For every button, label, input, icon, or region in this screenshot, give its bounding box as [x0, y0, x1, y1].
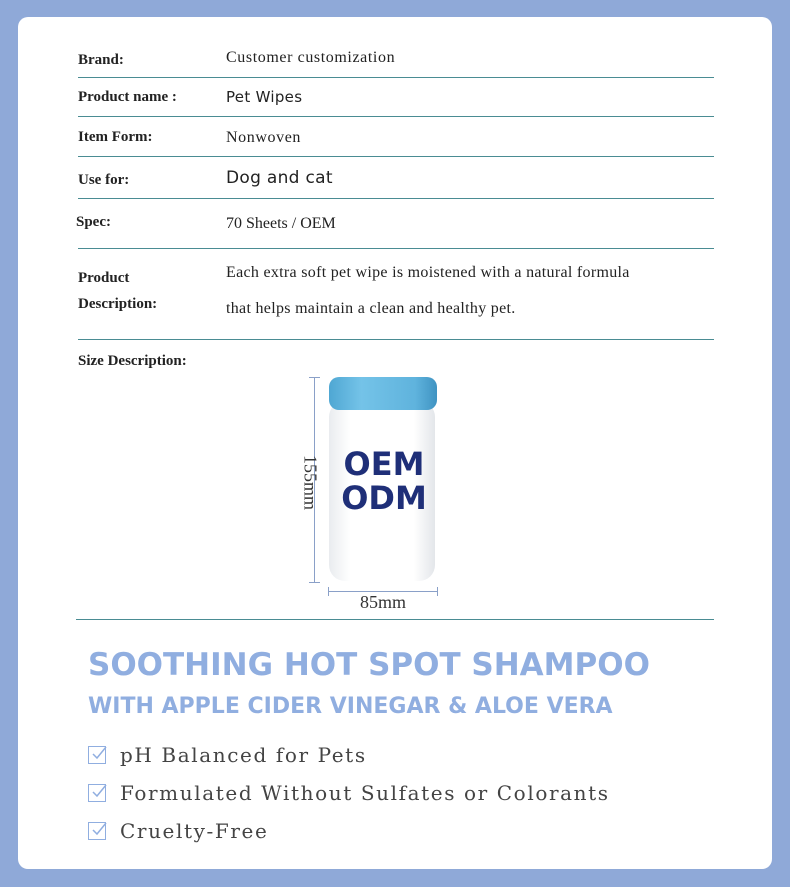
feature-item	[88, 816, 268, 846]
height-dimension-label: 155mm	[300, 454, 321, 510]
spec-row-spec	[78, 198, 714, 249]
spec-label	[78, 265, 157, 317]
bottle-label-oem: OEM	[343, 445, 425, 483]
description-label-line1: Product	[78, 270, 130, 286]
spec-label: Item Form:	[78, 129, 153, 145]
check-icon	[88, 822, 106, 840]
spec-row-item-form	[78, 116, 714, 157]
spec-label: Product name :	[78, 89, 177, 105]
width-dimension-label: 85mm	[359, 592, 406, 612]
promo-subtitle: WITH APPLE CIDER VINEGAR & ALOE VERA	[88, 694, 613, 719]
spec-row-description	[78, 248, 714, 340]
spec-value: Dog and cat	[226, 168, 333, 188]
feature-text: Cruelty-Free	[120, 819, 269, 843]
description-line1: Each extra soft pet wipe is moistened with a natural formula	[226, 264, 630, 281]
description-text	[226, 255, 630, 327]
description-line2: that helps maintain a clean and healthy pet.	[226, 300, 516, 317]
promo-title: SOOTHING HOT SPOT SHAMPOO	[88, 647, 650, 683]
spec-label: Brand:	[78, 52, 124, 68]
bottle-label-odm: ODM	[341, 479, 427, 517]
feature-item	[88, 740, 367, 770]
spec-label: Use for:	[78, 172, 130, 188]
spec-label: Spec:	[76, 214, 111, 230]
spec-value: 70 Sheets / OEM	[226, 215, 336, 232]
spec-value: Customer customization	[226, 49, 396, 66]
check-icon	[88, 784, 106, 802]
spec-card	[18, 17, 772, 869]
spec-row-product-name	[78, 77, 714, 117]
size-description-label: Size Description:	[78, 353, 187, 369]
spec-row-brand	[78, 17, 714, 78]
spec-row-use-for	[78, 156, 714, 199]
bottle-label	[330, 447, 438, 515]
spec-value: Pet Wipes	[226, 88, 303, 106]
feature-text: pH Balanced for Pets	[120, 743, 367, 767]
spec-value: Nonwoven	[226, 129, 302, 146]
feature-text: Formulated Without Sulfates or Colorants	[120, 781, 610, 805]
feature-item	[88, 778, 610, 808]
description-label-line2: Description:	[78, 296, 158, 312]
check-icon	[88, 746, 106, 764]
section-divider	[76, 619, 714, 620]
